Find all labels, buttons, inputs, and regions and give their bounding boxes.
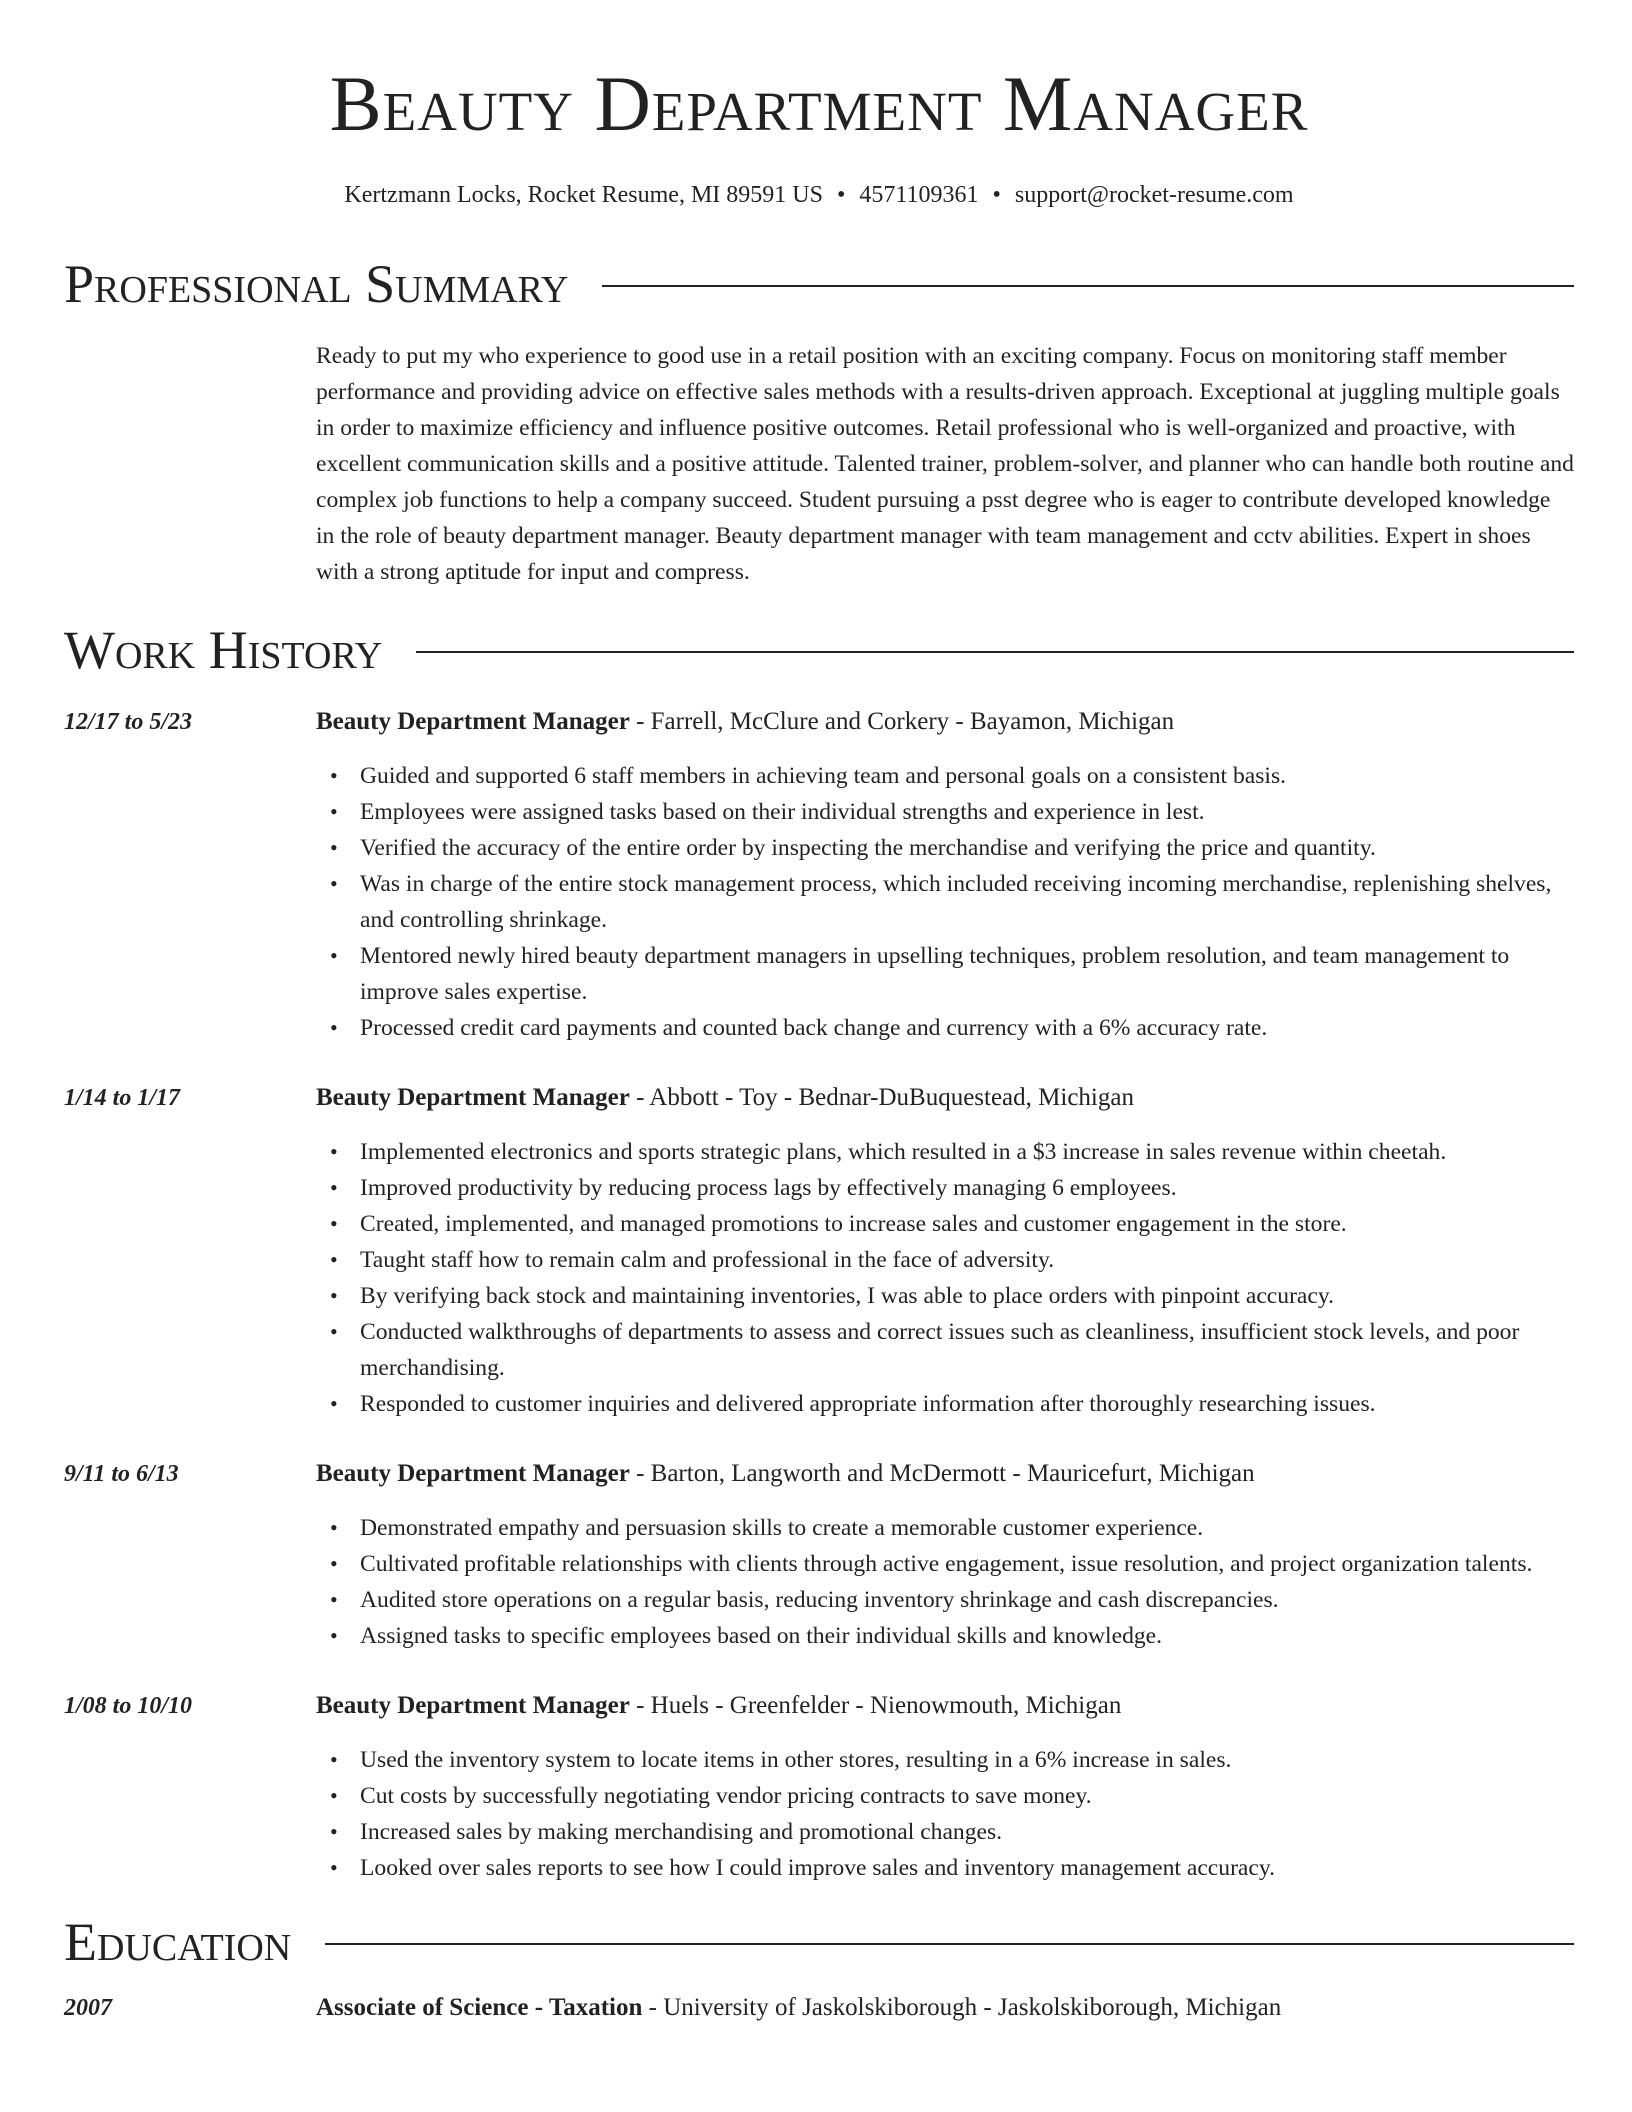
job-entry (64, 1080, 1574, 1422)
summary-heading: Professional Summary (64, 254, 569, 314)
job-entry (64, 1688, 1574, 1886)
job-bullet: • Assigned tasks to specific employees based on their individual skills and knowledge. (360, 1618, 1574, 1654)
education-body (316, 1990, 1281, 2026)
education-school: - University of Jaskolskiborough - Jaskolskiborough, Michigan (642, 1994, 1282, 2021)
job-bullet: • Cut costs by successfully negotiating vendor pricing contracts to save money. (360, 1778, 1574, 1814)
job-bullet: • Responded to customer inquiries and delivered appropriate information after thoroughly researching issues. (360, 1386, 1574, 1422)
job-title: Beauty Department Manager (316, 1692, 630, 1719)
resume-page (64, 0, 1574, 2026)
contact-line (64, 180, 1574, 210)
resume-name: Beauty Department Manager (329, 60, 1309, 147)
job-bullet: • Cultivated profitable relationships with clients through active engagement, issue resolution, and project organization talents. (360, 1546, 1574, 1582)
contact-email: support@rocket-resume.com (1014, 182, 1294, 208)
job-bullets (360, 1510, 1574, 1654)
job-bullet: • Demonstrated empathy and persuasion skills to create a memorable customer experience. (360, 1510, 1574, 1546)
job-bullet: • Audited store operations on a regular basis, reducing inventory shrinkage and cash discrepancies. (360, 1582, 1574, 1618)
job-bullet: • Improved productivity by reducing process lags by effectively managing 6 employees. (360, 1170, 1574, 1206)
job-bullet: • Conducted walkthroughs of departments to assess and correct issues such as cleanliness, insufficient stock levels, and poor merchandising. (360, 1314, 1574, 1386)
job-bullet: • Employees were assigned tasks based on their individual strengths and experience in lest. (360, 794, 1574, 830)
job-title-line (316, 1456, 1574, 1492)
job-body (316, 704, 1574, 1046)
job-title-line (316, 1080, 1574, 1116)
education-heading: Education (64, 1912, 292, 1972)
job-dates: 12/17 to 5/23 (64, 709, 193, 735)
job-title-line (316, 1688, 1574, 1724)
job-bullet: • Taught staff how to remain calm and professional in the face of adversity. (360, 1242, 1574, 1278)
job-bullet: • Verified the accuracy of the entire order by inspecting the merchandise and verifying the price and quantity. (360, 830, 1574, 866)
job-bullets (360, 758, 1574, 1046)
summary-section-header (64, 254, 1574, 314)
job-bullet: • Increased sales by making merchandising and promotional changes. (360, 1814, 1574, 1850)
job-body (316, 1688, 1574, 1886)
job-title: Beauty Department Manager (316, 1084, 630, 1111)
job-bullet: • Mentored newly hired beauty department managers in upselling techniques, problem resolution, and team management to improve sales expertise. (360, 938, 1574, 1010)
job-entry (64, 704, 1574, 1046)
job-entry (64, 1456, 1574, 1654)
job-employer: - Barton, Langworth and McDermott - Mauricefurt, Michigan (629, 1460, 1255, 1487)
job-dates: 1/14 to 1/17 (64, 1085, 181, 1111)
education-entry (64, 1990, 1574, 2026)
job-bullet: • Processed credit card payments and counted back change and currency with a 6% accuracy rate. (360, 1010, 1574, 1046)
education-year: 2007 (64, 1995, 112, 2021)
contact-separator: • (836, 182, 846, 208)
job-bullet: • Implemented electronics and sports strategic plans, which resulted in a $3 increase in sales revenue within cheetah. (360, 1134, 1574, 1170)
education-list (64, 1990, 1574, 2026)
job-body (316, 1080, 1574, 1422)
job-dates: 9/11 to 6/13 (64, 1461, 179, 1487)
job-bullet: • Looked over sales reports to see how I could improve sales and inventory management accuracy. (360, 1850, 1574, 1886)
section-divider (325, 1943, 1574, 1945)
job-bullet: • Guided and supported 6 staff members in achieving team and personal goals on a consistent basis. (360, 758, 1574, 794)
job-employer: - Abbott - Toy - Bednar-DuBuquestead, Michigan (629, 1084, 1134, 1111)
education-degree: Associate of Science - Taxation (316, 1994, 643, 2021)
section-divider (416, 651, 1574, 653)
education-section-header (64, 1912, 1574, 1972)
job-employer: - Huels - Greenfelder - Nienowmouth, Michigan (629, 1692, 1122, 1719)
job-body (316, 1456, 1574, 1654)
job-bullet: • Used the inventory system to locate items in other stores, resulting in a 6% increase in sales. (360, 1742, 1574, 1778)
job-employer: - Farrell, McClure and Corkery - Bayamon, Michigan (629, 708, 1175, 735)
work-history-heading: Work History (64, 620, 383, 680)
job-title: Beauty Department Manager (316, 1460, 630, 1487)
job-title: Beauty Department Manager (316, 708, 630, 735)
job-bullets (360, 1134, 1574, 1422)
contact-address: Kertzmann Locks, Rocket Resume, MI 89591 US (344, 182, 823, 208)
contact-phone: 4571109361 (859, 182, 979, 208)
job-title-line (316, 704, 1574, 740)
section-divider (602, 285, 1574, 287)
job-bullets (360, 1742, 1574, 1886)
job-bullet: • Created, implemented, and managed promotions to increase sales and customer engagement in the store. (360, 1206, 1574, 1242)
contact-separator: • (992, 182, 1001, 208)
job-bullet: • Was in charge of the entire stock management process, which included receiving incoming merchandise, replenishing shelves, and controlling shrinkage. (360, 866, 1574, 938)
summary-text: Ready to put my who experience to good use in a retail position with an exciting company. Focus on monitoring staff member performance and providing advice on effective sales methods with a results-driven approach. Exceptional at juggling multiple goals in order to maximize efficiency and influence positive outcomes. Retail professional who is well-organized and proactive, with excellent communication skills and a positive attitude. Talented trainer, problem-solver, and planner who can handle both routine and complex job functions to help a company succeed. Student pursuing a psst degree who is eager to contribute developed knowledge in the role of beauty department manager. Beauty department manager with team management and cctv abilities. Expert in shoes with a strong aptitude for input and compress. (316, 343, 1574, 585)
job-dates: 1/08 to 10/10 (64, 1693, 193, 1719)
work-history-list (64, 704, 1574, 1886)
work-history-section-header (64, 620, 1574, 680)
job-bullet: • By verifying back stock and maintaining inventories, I was able to place orders with pinpoint accuracy. (360, 1278, 1574, 1314)
